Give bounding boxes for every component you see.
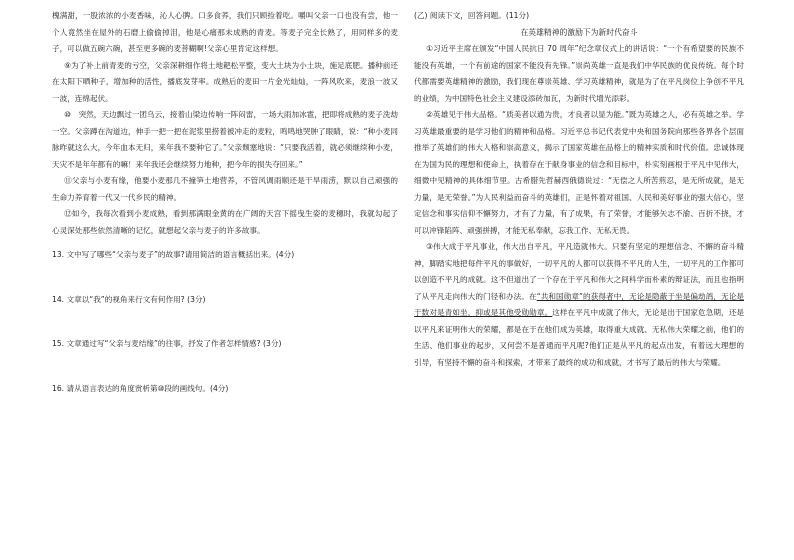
right-column <box>414 8 744 371</box>
reading-paragraph-10: ⑩ 突然，天边飘过一团乌云，接着山梁边传响一阵闷雷，一场大雨加冰雹，把即将成熟的麦子洗劫一空。父亲蹲在沟道边，伸手一把一把在泥浆里捞着被冲走的麦粒，鸣鸣地哭肿了眼睛，说：“种小麦同脉昨就这么大，今年血本无归，来年我不要种它了。”父亲颓塞地说：“只要我活着，就必须继续种小麦，天灾不是年年都有的嘛！来年我还会继续努力地种，把今年的损失夺回来。” <box>52 110 398 169</box>
article-paragraph-1: ①习近平主席在颁发“中国人民抗日 70 周年”纪念章仪式上的讲话说：“一个有希望要的民族不能没有英雄，一个有前途的国家不能没有先锋。”崇尚英雄一直是我们中华民族的优良传统。每个时代都需要英雄精神的激励，我们现在尊崇英雄、学习英雄精神，就是为了在平凡岗位上争创不平凡的业绩，为中国特色社会主义建设添砖加瓦，为新时代增光添彩。 <box>414 44 744 103</box>
left-column <box>52 8 398 397</box>
paragraph-3-tail: 这样在平凡中成就了伟大，无论是出于国家危急期，还是以平凡来证明伟大的荣耀，都是在于在他们成为英雄，取得重大成就、无私伟大荣耀之前，他们的生活、他们事业的起步，又何尝不是普通而平凡呢?他们正是从平凡的起点出发，有着远大理想的引导，有坚持不懈的奋斗和探索，才带来了最终的成功和成就，才书写了最后的伟大与荣耀。 <box>414 308 744 367</box>
article-paragraph-2: ②英雄见于伟大品格。“质美者以通为贵，才良者以显为能。”既为英雄之人，必有英雄之举。学习英雄最重要的是学习他们的精神和品格。习近平总书记代表党中央和国务院向那些各界各个层面推举了英雄们的伟大人格和崇高意义，揭示了国家英雄在品格上的精神实质和时代价值。忠诚体现在为国为民的理想和使命上，执着存在于献身事业的信念和目标中，朴实刻画根于平凡中见伟大，细微中见精神的具体细节里。古希腊先哲赫西俄德说过：“无偿之人所苦煎忍，是无所成就，是无力量，是无荣誉。”为人民利益而奋斗的英雄们，正是怀着对祖国、人民和美好事业的强大信心，坚定信念和事实信仰不懈努力，才有了力量，有了成果，有了荣誉，才能够矢志不渝、百折不挠，才可以冲锋陷阵、顽强拼搏，才能无私奉献，忘我工作、无私无畏。 <box>414 110 744 235</box>
reading-paragraph-11: ⑪父亲与小麦有缘，他要小麦那几不撞笋土地营养，不管风调雨顺还是干旱雨涝，默以自己顽强的生命力养育着一代又一代乡民的精神。 <box>52 176 398 202</box>
reading-paragraph-12: ⑫如今，我每次看到小麦成熟，看到那满眼金黄的在广阔的天宫下摇曳生姿的麦穗时，我就勾起了心灵深处那些依然清晰的记忆，就想起父亲与麦子的许多故事。 <box>52 209 398 235</box>
question-13: 13. 文中写了哪些“父亲与麦子”的故事?请用简洁的语言概括出来。(4分) <box>52 250 295 259</box>
question-16: 16. 请从语言表达的角度赏析第⑩段的画线句。(4分) <box>52 383 229 393</box>
question-14: 14. 文章以“我”的视角来行文有何作用? (3分) <box>52 294 206 304</box>
article-paragraph-3 <box>414 239 744 371</box>
reading-paragraph-9: ⑨为了补上前青麦的亏空，父亲深耕细作将土地耙松平整，变大土块为小土块，施足底肥。播种前还在太阳下晒种子，增加种的活性，播底发芽率。成熟后的麦田一片金光灿灿，一阵风吹来，麦浪一波又一波，连绵起伏。 <box>52 60 398 103</box>
reading-paragraph-continued: 槐满甜，一股浓浓的小麦香味，沁人心脾。口多食荞，我们只顾捡着吃。嚼叫父亲一口也没有尝，他一个人竟然坐在屋外的石磨上偷偷掉泪，他是心痛那未成熟的青麦。等麦子完全长熟了，用同样多的麦子，可以做五碗六碗，甚至更多碗的麦菩糊啊!父亲心里肯定这样想。 <box>52 11 398 53</box>
paragraph-3-text: ③伟大成于平凡事业，伟大出自平凡，平凡造就伟大。只要有坚定的理想信念、不懈的奋斗精神，脚踏实地把每件平凡的事做好，一切平凡的人都可以获得不平凡的人生，一切平凡的工作都可以创造不平凡的成就。这不但道出了一个存在于平凡和伟大之间科学而朴素的辩证法，而且也指明了从平凡走向伟大的门径和办法。在 <box>414 242 744 301</box>
underlined-sentence: “共和国勋章”的获得者中，无论是隐蔽于坐是偏劫鸽，无论是于数对是青如坐，抑或是其他受勋勋章。 <box>414 291 744 317</box>
section-heading: (乙) 阅读下文，回答问题。(11分) <box>414 11 530 20</box>
question-15: 15. 文章通过写“父亲与麦结缘”的往事，抒发了作者怎样情感? (3分) <box>52 339 282 348</box>
article-title: 在英雄精神的激励下为新时代奋斗 <box>520 27 638 37</box>
